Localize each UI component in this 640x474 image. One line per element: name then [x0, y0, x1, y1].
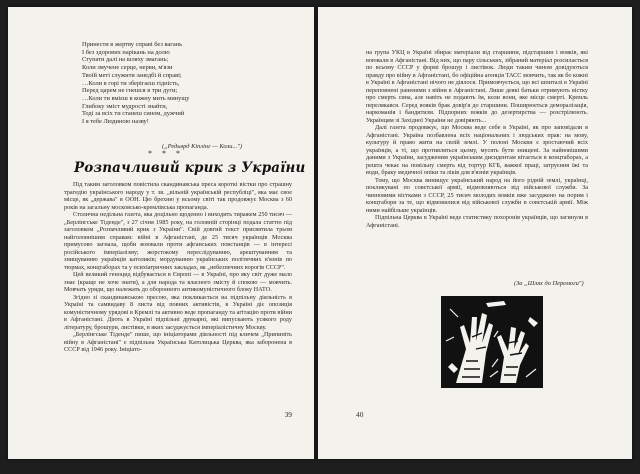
poem-credit: („Редьярд Кіплінг — Коли...") — [162, 143, 243, 150]
poem-line: Тоді за всіх ти станеш сином, дужчий — [82, 110, 185, 118]
page-number: 39 — [284, 410, 292, 419]
page-number: 40 — [356, 410, 364, 419]
poem-line: Ступати далі на шляху змагань; — [82, 56, 169, 64]
poem-line: Коли змучене серце, нерви, м'язи — [82, 64, 173, 72]
poem-line: Принести в жертву справі без вагань — [82, 41, 183, 48]
paragraph: Тому, що Москва винищує український народ на його рідній землі, українці, покликувані по совєтської армії, відмовляються від військової служби. За чинновими вістками з СССР, 25 тисяч молодих вояків вже засуджено на порим і концтабори за те, що відмовилися від військової служби в совєтській армії. Між ними найбільше українців. — [366, 176, 588, 214]
article-source: (За „Шлях до Перемоги") — [514, 280, 584, 287]
paragraph: на група УКЦ в Україні збирає матеріали від старшини, підстаршин і вояків, які воювали в Афганістані. Від них, що пару сільських, зібраний матеріал розсилається по всьому СССР у формі брошур і листівок. Люди таким чином довідуються правду про війну в Афганістані, бо офіційна агенція ТАСС мовчить, так як бо кожні в Україні в Афганістані нічого не діялося. Примовчується, що всі шпиталі в Україні переповнені раненими з війни в Афганістані. Лише деякі батьки отримують вістку про смерть сина, але навіть не подають їм, коли вони, яке місце смерті. Кремль перелякався. Серед вояків брак довір'я до старшини. Поширюється деморалізація, наркоманія і бандитизм. Підпорних вояків до дезертирства — розстрілюють. Українцям зі Західної України не довіряють... — [366, 49, 588, 124]
article-body-right — [366, 49, 588, 229]
poem — [82, 41, 282, 126]
left-page — [8, 7, 314, 459]
paragraph: Далі газета продовжує, що Москва веде себе в Україні, як про заповідали в Афганістані. Україна позбавлена всіх національних і людських прав: на мову, культуру й право жити на своїй землі. У полоні Москви є зростаючий всіх українців, а ті, що противляться цьому, мусять бути знищені. За найновішими даними з України, засудженим українським дисидентам вітається в концтаборах, а решта чекає на повільну смерть від тортур КГБ, важкої праці, затруєння їжі та води, браку медичної опіки та ліків для в'язнів українців. — [366, 124, 588, 176]
paragraph: Столична недільна газета, яка доцільно щоденно і виходить тиражем 250 тисяч — „Берлінгське Тіденде", з 27 січня 1985 року, на головній сторінці подала статтю під заголовком „Розпачливий крик з України". Свій довгий текст присвятила трьом найголовнішим справам: війні в Афганістані, де 25 тисяч українців Москва примусово загнала, щоби воювали проти афганських повстанців — в інтересі російського імперіалізму; жорстокому переслідуванню, арештуванням та знищуванню українців католиків; мордуванню українських політичних в'язнів по тюрмах, концтаборах та у психіатричних закладах, як „небезпечних ворогів СССР". — [64, 211, 292, 271]
poem-line: …Коли в горі ти зберігаєш гідність, — [82, 79, 180, 87]
poem-line: І я тебе Людиною назву! — [82, 118, 149, 126]
section-separator: * * * — [148, 149, 184, 158]
paragraph: Згідно зі скандинавською пресою, яка покликається на підпільну діяльність в Україні та самвидаву 8 листа від повних активістів, в Україні діє опозиція комуністичному урядові в Кремлі та активно веде пропаганду та агітацію проти війни в Афганістані. Діють в Україні підпільні друкарні, які випускають усякого роду літературу, брошури, листівки, в яких засуджується імперіалістичну Москву. — [64, 293, 292, 331]
poem-line: Глибоку зміст мудрості знайти, — [82, 102, 168, 110]
poem-line: Твоїй меті служити занедбі й справі; — [82, 71, 182, 79]
paragraph: Підпільна Церква в Україні веде статистику похоронів українців, що загинули в Афганістані. — [366, 214, 588, 229]
paragraph: Цей великий геноцид відбувається в Європі — в Україні, про яку світ дуже мало знає (краще не хоче знати), а для народа та власного змісту й спокою — мовчить. Мовчать уряди, що належать до оборонного антикомуністичного блоку НАТО. — [64, 271, 292, 293]
paragraph: Під таким заголовком повістила скандинавська преса короткі вістки про страшну трагедію українського народу у т. зв. „вільній українській республіці", яка має свое місце, як „держава" в ООН. Цю брехню у всьому світі так продовжує Москва з 60 років на загальну московсько-кремлівська пропаганда. — [64, 181, 292, 211]
paragraph: „Берлінгське Тіденде" пише, що ініціаторами діяльності під кличем „Припиніть війну в Афганістані" є підпільна Українська Католицька Церква, яка заборонена в СССР від 1946 року. Ініціато- — [64, 331, 292, 353]
article-body-left — [64, 181, 292, 354]
article-heading: Розпачливий крик з України — [74, 160, 306, 176]
poem-line: Перед царем не гнешся в три дуги; — [82, 87, 178, 95]
raised-hands-woodcut-icon — [441, 296, 543, 388]
right-page — [318, 7, 632, 459]
poem-line: І без здорових нарікань на долю — [82, 48, 170, 56]
poem-line: …Коли ти вмієш в кожну мить минущу — [82, 94, 190, 102]
